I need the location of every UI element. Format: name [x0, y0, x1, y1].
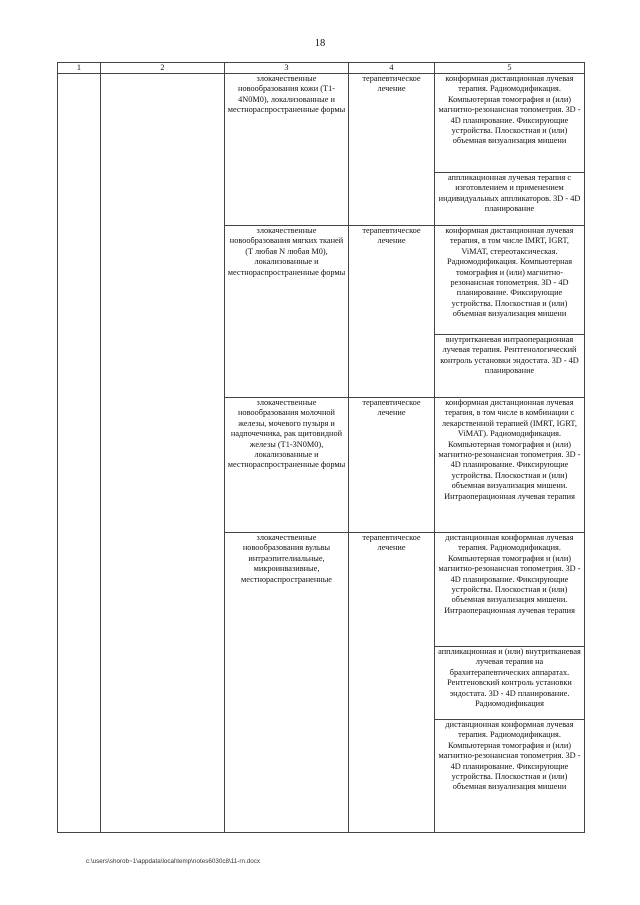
column-number-row [58, 63, 585, 74]
treatment-type-cell: терапевтическое лечение [349, 398, 435, 533]
diagnosis-cell: злокачественные новообразования мягких тканей (T любая N любая M0), локализованные и местнораспространенные формы [225, 226, 349, 398]
column-number-1: 1 [58, 63, 101, 74]
method-cell: аппликационная лучевая терапия с изготовлением и применением индивидуальных аппликаторов. 3D - 4D планирование [435, 173, 585, 226]
column-number-4: 4 [349, 63, 435, 74]
method-cell: дистанционная конформная лучевая терапия. Радиомодификация. Компьютерная томография и (или) магнитно-резонансная топометрия. 3D - 4D планирование. Фиксирующие устройства. Плоскостная и (или) объемная визуализация мишени [435, 720, 585, 833]
diagnosis-cell: злокачественные новообразования молочной железы, мочевого пузыря и надпочечника, рак щитовидной железы (T1-3N0M0), локализованные и местнораспространенные формы [225, 398, 349, 533]
col2-cell [101, 74, 225, 833]
treatment-type-cell: терапевтическое лечение [349, 226, 435, 398]
column-number-3: 3 [225, 63, 349, 74]
diagnosis-cell: злокачественные новообразования кожи (T1-4N0M0), локализованные и местнораспространенные формы [225, 74, 349, 226]
diagnosis-cell: злокачественные новообразования вульвы интраэпителиальные, микроинвазивные, местнораспространенные [225, 533, 349, 833]
method-cell: конформная дистанционная лучевая терапия, в том числе в комбинации с лекарственной терапией (IMRT, IGRT, ViMAT). Радиомодификация. Компьютерная томография и (или) магнитно-резонансная топометрия. 3D - 4D планирование. Фиксирующие устройства. Плоскостная и (или) объемная визуализация мишени. Интраоперационная лучевая терапия [435, 398, 585, 533]
method-cell: конформная дистанционная лучевая терапия. Радиомодификация. Компьютерная томография и (или) магнитно-резонансная топометрия. 3D - 4D планирование. Фиксирующие устройства. Плоскостная и (или) объемная визуализация мишени [435, 74, 585, 173]
column-number-5: 5 [435, 63, 585, 74]
footer-file-path: c:\users\shorob~1\appdata\local\temp\notes6030c8\11-rn.docx [86, 858, 261, 865]
document-table [57, 62, 585, 833]
treatment-type-cell: терапевтическое лечение [349, 74, 435, 226]
method-cell: аппликационная и (или) внутритканевая лучевая терапия на брахитерапевтических аппаратах. Рентгеновский контроль установки эндостата. 3D - 4D планирование. Радиомодификация [435, 647, 585, 720]
col1-cell [58, 74, 101, 833]
table-row [58, 74, 585, 173]
method-cell: дистанционная конформная лучевая терапия. Радиомодификация. Компьютерная томография и (или) магнитно-резонансная топометрия. 3D - 4D планирование. Фиксирующие устройства. Плоскостная и (или) объемная визуализация мишени. Интраоперационная лучевая терапия [435, 533, 585, 647]
treatment-type-cell: терапевтическое лечение [349, 533, 435, 833]
method-cell: внутритканевая интраоперационная лучевая терапия. Рентгенологический контроль установки эндостата. 3D - 4D планирование [435, 335, 585, 398]
page-number: 18 [314, 38, 326, 49]
column-number-2: 2 [101, 63, 225, 74]
method-cell: конформная дистанционная лучевая терапия, в том числе IMRT, IGRT, ViMAT, стереотаксическая. Радиомодификация. Компьютерная томография и (или) магнитно-резонансная топометрия. 3D - 4D планирование. Фиксирующие устройства. Плоскостная и (или) объемная визуализация мишени [435, 226, 585, 335]
